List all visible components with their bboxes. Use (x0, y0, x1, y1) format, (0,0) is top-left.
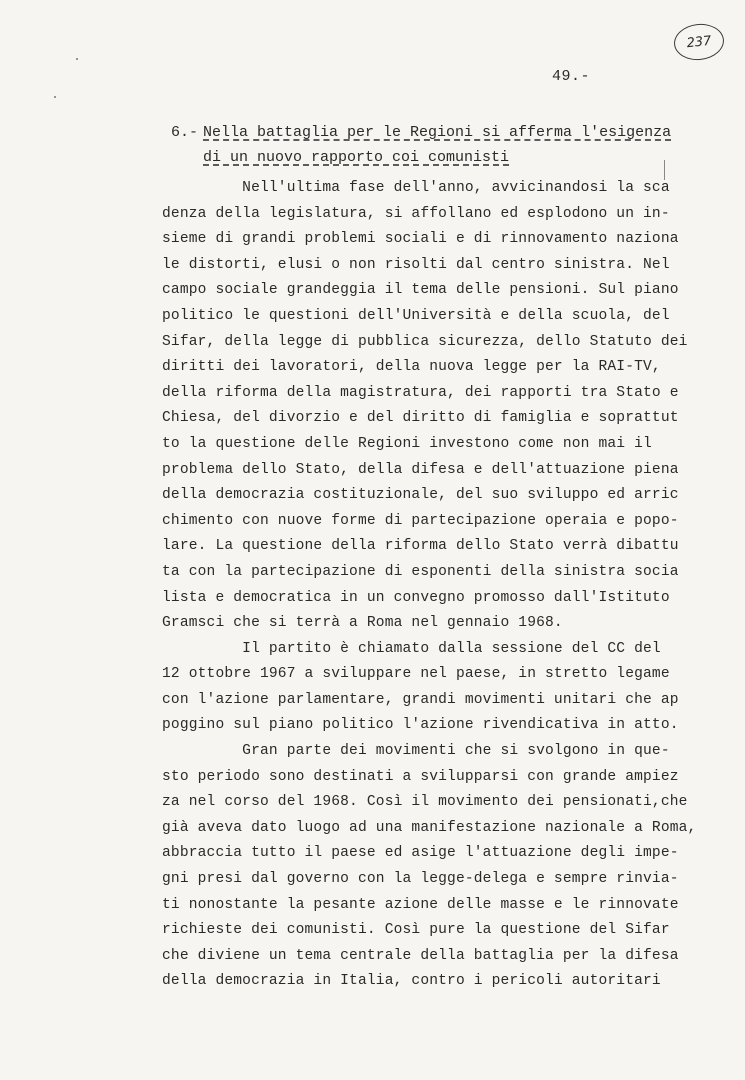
text-line: Il partito è chiamato dalla sessione del CC del (162, 640, 661, 657)
text-line: poggino sul piano politico l'azione rivendicativa in atto. (162, 717, 679, 734)
text-line: chimento con nuove forme di partecipazione operaia e popo- (162, 512, 679, 529)
text-line: Gramsci che si terrà a Roma nel gennaio 1968. (162, 615, 563, 632)
archive-stamp: 237 (672, 21, 725, 62)
text-line: lare. La questione della riforma dello Stato verrà dibattu (162, 538, 679, 555)
text-line: con l'azione parlamentare, grandi movimenti unitari che ap (162, 691, 679, 708)
section-number: 6.- (171, 124, 199, 141)
text-line: che diviene un tema centrale della battaglia per la difesa (162, 947, 679, 964)
text-line: Chiesa, del divorzio e del diritto di famiglia e soprattut (162, 410, 679, 427)
text-line: della democrazia costituzionale, del suo sviluppo ed arric (162, 487, 679, 504)
scan-speck (54, 96, 56, 98)
text-line: Nell'ultima fase dell'anno, avvicinandosi la sca (162, 180, 670, 196)
text-line: della democrazia in Italia, contro i pericoli autoritari (162, 973, 661, 990)
text-line: ti nonostante la pesante azione delle masse e le rinnovate (162, 896, 679, 913)
body-text (162, 176, 702, 995)
text-line: 12 ottobre 1967 a sviluppare nel paese, in stretto legame (162, 666, 670, 683)
text-line: to la questione delle Regioni investono come non mai il (162, 435, 652, 452)
section-title-line-2: di un nuovo rapporto coi comunisti (203, 149, 510, 166)
text-line: politico le questioni dell'Università e della scuola, del (162, 307, 670, 324)
text-line: sto periodo sono destinati a svilupparsi con grande ampiez (162, 768, 679, 785)
section-title-line-1: Nella battaglia per le Regioni si afferma l'esigenza (203, 124, 672, 141)
page-number: 49.- (552, 68, 591, 85)
text-line: già aveva dato luogo ad una manifestazione nazionale a Roma, (162, 819, 697, 836)
text-line: della riforma della magistratura, dei rapporti tra Stato e (162, 384, 679, 401)
section-heading (171, 120, 671, 170)
text-line: diritti dei lavoratori, della nuova legge per la RAI-TV, (162, 359, 661, 376)
text-line: lista e democratica in un convegno promosso dall'Istituto (162, 589, 670, 606)
text-line: problema dello Stato, della difesa e dell'attuazione piena (162, 461, 679, 478)
text-line: gni presi dal governo con la legge-delega e sempre rinvia- (162, 871, 679, 888)
text-line: denza della legislatura, si affollano ed esplodono un in- (162, 205, 670, 222)
text-line: campo sociale grandeggia il tema delle pensioni. Sul piano (162, 282, 679, 299)
scan-speck (76, 58, 78, 60)
text-line: abbraccia tutto il paese ed asige l'attuazione degli impe- (162, 845, 679, 862)
text-line: ta con la partecipazione di esponenti della sinistra socia (162, 563, 679, 580)
text-line: Sifar, della legge di pubblica sicurezza, dello Statuto dei (162, 333, 688, 350)
text-line: sieme di grandi problemi sociali e di rinnovamento naziona (162, 231, 679, 248)
text-line: richieste dei comunisti. Così pure la questione del Sifar (162, 922, 670, 939)
text-line: le distorti, elusi o non risolti dal centro sinistra. Nel (162, 256, 670, 273)
text-line: Gran parte dei movimenti che si svolgono in que- (162, 743, 670, 760)
text-line: za nel corso del 1968. Così il movimento dei pensionati,che (162, 794, 688, 811)
